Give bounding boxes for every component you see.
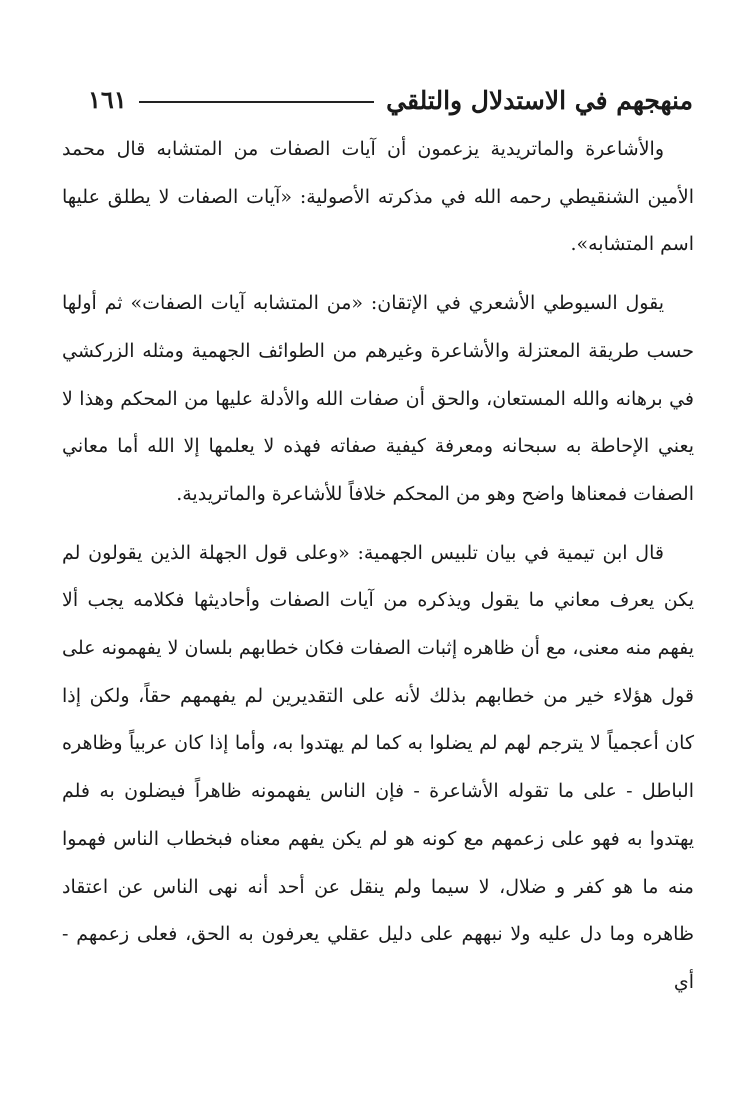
page-number: ١٦١	[88, 85, 127, 114]
paragraph-1: والأشاعرة والماتريدية يزعمون أن آيات الصفات من المتشابه قال محمد الأمين الشنقيطي رحمه الله في مذكرته الأصولية: «آيات الصفات لا يطلق عليها اسم المتشابه».	[62, 138, 694, 256]
paragraph-3: قال ابن تيمية في بيان تلبيس الجهمية: «وعلى قول الجهلة الذين يقولون لم يكن يعرف معاني ما يقول ويذكره من آيات الصفات وأحاديثها فكلامه يجب ألا يفهم منه معنى، مع أن ظاهره إثبات الصفات فكان خطابهم بلسان لا يفهمونه على قول هؤلاء خير من خطابهم بذلك لأنه على التقديرين لم يفهمهم حقاً، ولكن إذا كان أعجمياً لا يترجم لهم لم يضلوا به كما لم يهتدوا به، وأما إذا كان عربياً وظاهره الباطل - على ما تقوله الأشاعرة - فإن الناس يفهمونه ظاهراً فيضلون به فلم يهتدوا به فهو على زعمهم مع كونه هو لم يكن يفهم معناه فبخطاب الناس فهموا منه ما هو كفر و ضلال، لا سيما ولم ينقل عن أحد أنه نهى الناس عن اعتقاد ظاهره وما دل عليه ولا نبههم على دليل عقلي يعرفون به الحق، فعلى زعمهم - أي	[62, 541, 694, 993]
running-title: منهجهم في الاستدلال والتلقي	[386, 85, 693, 115]
body-text	[62, 126, 694, 1007]
page-header	[88, 78, 693, 122]
paragraph-2: يقول السيوطي الأشعري في الإتقان: «من المتشابه آيات الصفات» ثم أولها حسب طريقة المعتزلة والأشاعرة وغيرهم من الطوائف الجهمية ومثله الزركشي في برهانه والله المستعان، والحق أن صفات الله والأدلة عليها من المحكم وهذا لا يعني الإحاطة به سبحانه ومعرفة كيفية صفاته فهذه لا يعلمها إلا الله أما معاني الصفات فمعناها واضح وهو من المحكم خلافاً للأشاعرة والماتريدية.	[62, 292, 694, 505]
header-rule	[139, 101, 374, 103]
